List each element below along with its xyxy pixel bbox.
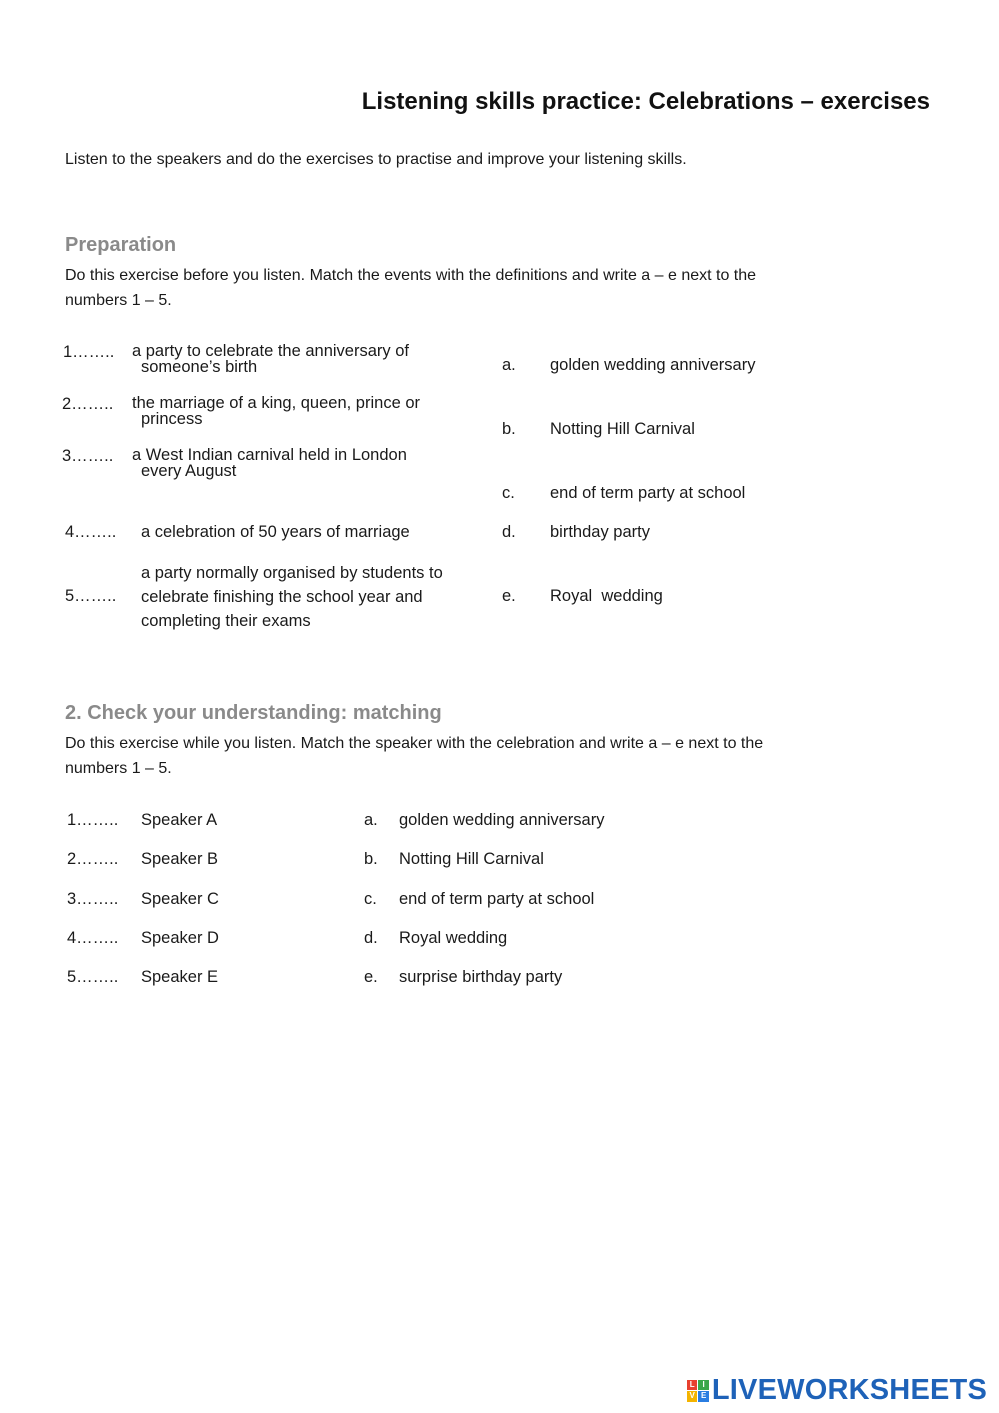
match-option-b-letter: b. <box>364 850 378 868</box>
speaker-4-number: 4…….. <box>67 929 119 947</box>
preparation-instructions: Do this exercise before you listen. Match the events with the definitions and write a – e next to the numbers 1 – 5. <box>65 267 757 309</box>
speaker-1-label: Speaker A <box>141 811 218 829</box>
speaker-4-label: Speaker D <box>141 929 219 947</box>
prep-item-1-definition: a party to celebrate the anniversary of someone’s birth <box>132 342 409 376</box>
match-option-c-text: end of term party at school <box>399 890 595 908</box>
match-option-a-text: golden wedding anniversary <box>399 811 605 829</box>
prep-option-d-letter: d. <box>502 523 516 541</box>
prep-option-c-letter: c. <box>502 484 515 502</box>
prep-item-2-number: 2…….. <box>62 395 114 413</box>
match-option-c-letter: c. <box>364 890 377 908</box>
prep-option-b-letter: b. <box>502 420 516 438</box>
prep-item-2-definition: the marriage of a king, queen, prince or princess <box>132 394 421 428</box>
prep-option-b-text: Notting Hill Carnival <box>550 420 695 438</box>
prep-option-e-letter: e. <box>502 587 516 605</box>
prep-item-4-number: 4…….. <box>65 523 117 541</box>
speaker-5-label: Speaker E <box>141 968 219 986</box>
preparation-heading: Preparation <box>65 234 177 256</box>
speaker-3-number: 3…….. <box>67 890 119 908</box>
prep-option-a-text: golden wedding anniversary <box>550 356 756 374</box>
prep-item-1-number: 1…….. <box>63 343 115 361</box>
prep-item-3-number: 3…….. <box>62 447 114 465</box>
intro-text: Listen to the speakers and do the exercises to practise and improve your listening skills. <box>65 151 687 168</box>
prep-item-3-definition: a West Indian carnival held in London every August <box>132 446 407 480</box>
match-option-a-letter: a. <box>364 811 378 829</box>
speaker-5-number: 5…….. <box>67 968 119 986</box>
page-title: Listening skills practice: Celebrations – exercises <box>361 88 930 115</box>
matching-instructions: Do this exercise while you listen. Match the speaker with the celebration and write a – e next to the numbers 1 – 5. <box>65 735 764 777</box>
speaker-3-label: Speaker C <box>141 890 219 908</box>
speaker-2-number: 2…….. <box>67 850 119 868</box>
prep-item-4-definition: a celebration of 50 years of marriage <box>141 523 410 541</box>
prep-option-e-text: Royal wedding <box>550 587 663 605</box>
prep-option-a-letter: a. <box>502 356 516 374</box>
match-option-d-letter: d. <box>364 929 378 947</box>
speaker-1-number: 1…….. <box>67 811 119 829</box>
speaker-2-label: Speaker B <box>141 850 219 868</box>
prep-option-c-text: end of term party at school <box>550 484 746 502</box>
match-option-e-letter: e. <box>364 968 378 986</box>
match-option-d-text: Royal wedding <box>399 929 508 947</box>
liveworksheets-logo <box>687 1374 987 1407</box>
prep-option-d-text: birthday party <box>550 523 650 541</box>
match-option-b-text: Notting Hill Carnival <box>399 850 544 868</box>
match-option-e-text: surprise birthday party <box>399 968 563 986</box>
matching-heading: 2. Check your understanding: matching <box>65 702 442 724</box>
liveworksheets-logo-text: LIVEWORKSHEETS <box>711 1374 987 1406</box>
prep-item-5-number: 5…….. <box>65 587 117 605</box>
prep-item-5-definition: a party normally organised by students to celebrate finishing the school year and completing their exams <box>141 564 443 630</box>
liveworksheets-logo-icon: L I V E <box>687 1380 709 1402</box>
